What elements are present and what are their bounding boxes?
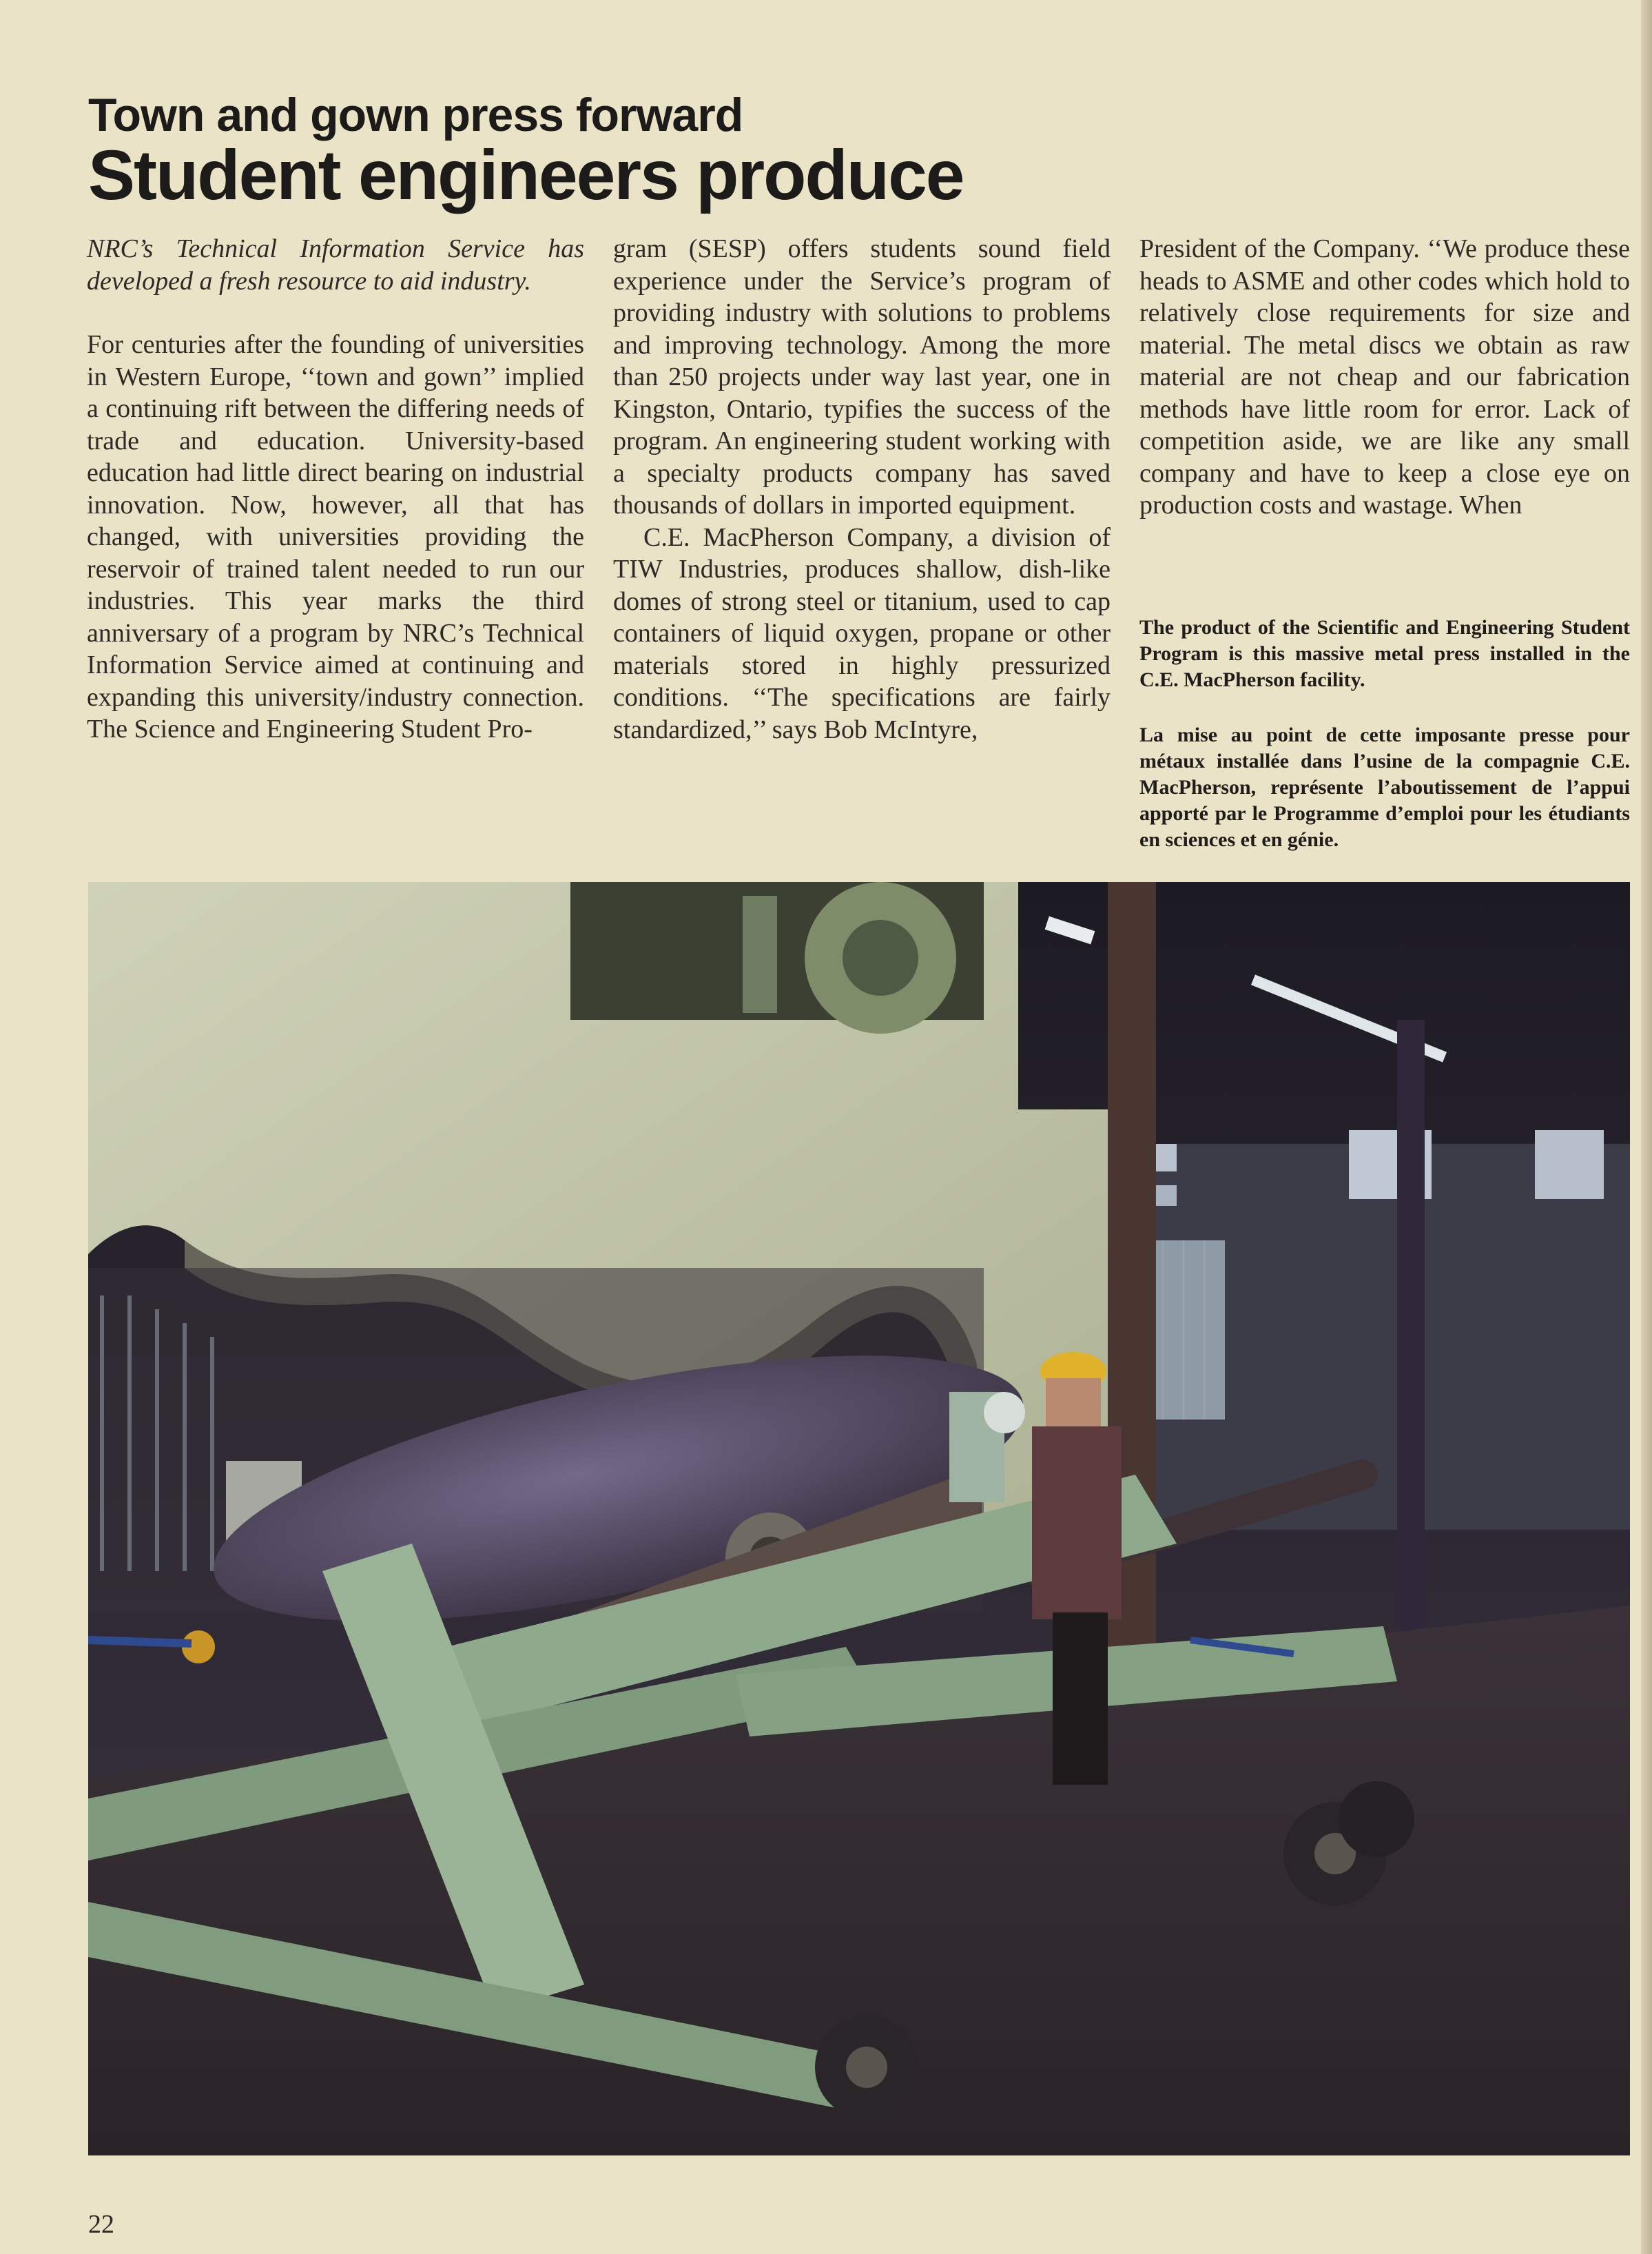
body-paragraph: C.E. MacPherson Company, a division of TIW Industries, produces shallow, dish-like domes of strong steel or titanium, used to cap containers of liquid oxygen, propane or other materials stored in highly pressurized conditions. ‘‘The specifications are fairly standardized,’’ says Bob McIntyre, <box>613 522 1111 744</box>
text-column-1 <box>87 233 584 746</box>
text-column-3 <box>1139 233 1630 522</box>
page-number: 22 <box>88 2210 114 2239</box>
article-kicker: Town and gown press forward <box>88 89 743 141</box>
page-edge <box>1641 0 1652 2254</box>
text-column-2 <box>613 233 1111 746</box>
body-paragraph: For centuries after the founding of universities in Western Europe, ‘‘town and gown’’ implied a continuing rift between the differing needs of trade and education. University-based education had little direct bearing on industrial innovation. Now, however, all that has changed, with universities providing the reservoir of trained talent needed to run our industries. This year marks the third anniversary of a program by NRC’s Technical Information Service aimed at continuing and expanding this university/industry connection. The Science and Engineering Student Pro- <box>87 330 584 744</box>
body-paragraph: gram (SESP) offers students sound field experience under the Service’s program of providing industry with solutions to problems and improving technology. Among the more than 250 projects under way last year, one in Kingston, Ontario, typifies the success of the program. An engineering student working with a specialty products company has saved thousands of dollars in imported equipment. <box>613 234 1111 520</box>
article-lead: NRC’s Technical Information Service has developed a fresh resource to aid industry. <box>87 234 584 296</box>
press-photo <box>88 882 1630 2155</box>
photo-caption-french: La mise au point de cette imposante presse pour métaux installée dans l’usine de la compagnie C.E. MacPherson, représente l’aboutissement de l’appui apporté par le Programme d’emploi pour les étudiants en sciences et en génie. <box>1139 724 1630 851</box>
article-headline: Student engineers produce <box>88 136 964 214</box>
body-paragraph: President of the Company. ‘‘We produce these heads to ASME and other codes which hold to relatively close requirements for size and material. The metal discs we obtain as raw material are not cheap and our fabrication methods have little room for error. Lack of competition aside, we are like any small company and have to keep a close eye on production costs and wastage. When <box>1139 234 1630 520</box>
photo-caption-english: The product of the Scientific and Engineering Student Program is this massive metal press installed in the C.E. MacPherson facility. <box>1139 616 1630 691</box>
